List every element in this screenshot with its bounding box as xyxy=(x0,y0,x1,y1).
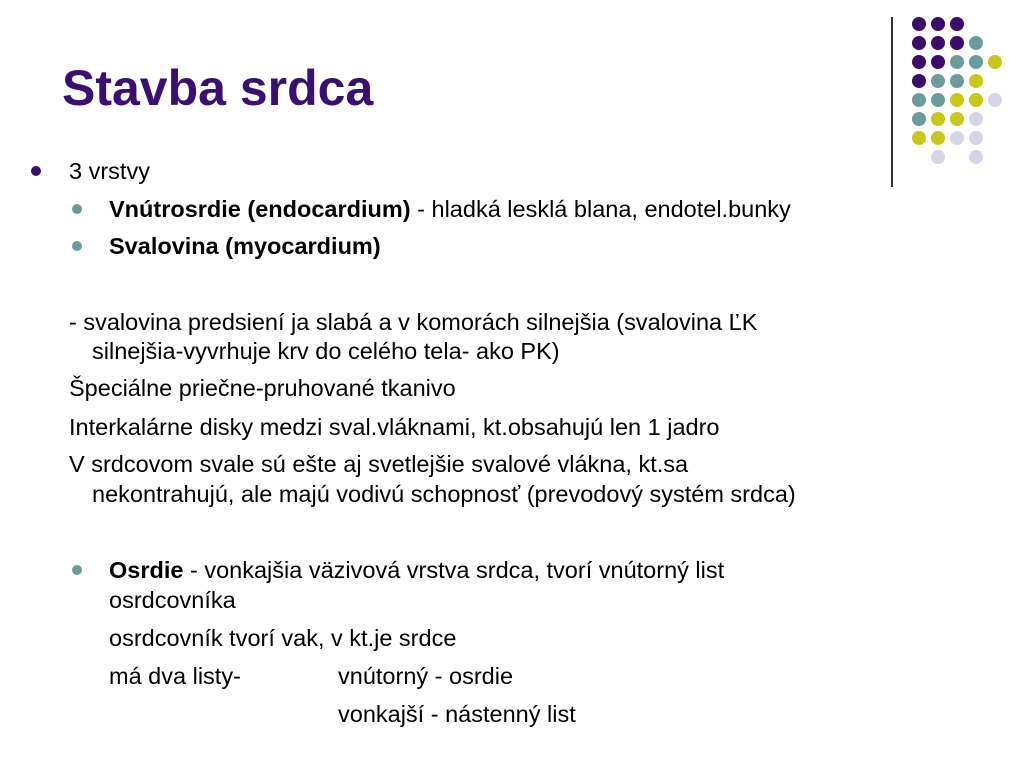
grid-dot xyxy=(969,112,983,126)
text: - vonkajšia väzivová vrstva srdca, tvorí vnútorný list xyxy=(183,557,725,583)
text-line: osrdcovníka xyxy=(109,587,236,613)
term: Svalovina (myocardium) xyxy=(109,233,381,259)
grid-dot xyxy=(912,74,926,88)
text-line: má dva listy- xyxy=(109,663,241,689)
grid-dot xyxy=(969,93,983,107)
sub-bullet-icon xyxy=(72,204,82,214)
grid-dot xyxy=(912,17,926,31)
grid-dot xyxy=(912,131,926,145)
sub-bullet-icon xyxy=(72,241,82,251)
grid-dot xyxy=(950,93,964,107)
text: - hladká lesklá blana, endotel.bunky xyxy=(410,196,791,222)
grid-dot xyxy=(931,55,945,69)
grid-dot xyxy=(931,17,945,31)
text-line: Špeciálne priečne-pruhované tkanivo xyxy=(69,375,456,401)
grid-dot xyxy=(931,131,945,145)
grid-dot xyxy=(969,55,983,69)
grid-dot xyxy=(950,74,964,88)
grid-dot xyxy=(912,93,926,107)
term: Vnútrosrdie (endocardium) xyxy=(109,196,411,222)
grid-dot xyxy=(912,36,926,50)
slide-title: Stavba srdca xyxy=(62,60,374,116)
text-line: Interkalárne disky medzi sval.vláknami, kt.obsahujú len 1 jadro xyxy=(69,414,720,440)
grid-dot xyxy=(931,36,945,50)
grid-dot xyxy=(931,150,945,164)
grid-dot xyxy=(950,112,964,126)
grid-dot xyxy=(931,93,945,107)
grid-dot xyxy=(969,131,983,145)
sub-bullet-icon xyxy=(72,565,82,575)
grid-dot xyxy=(950,17,964,31)
grid-dot xyxy=(912,112,926,126)
bullet-icon xyxy=(31,166,41,176)
grid-dot xyxy=(931,74,945,88)
grid-dot xyxy=(950,55,964,69)
text-line: 3 vrstvy xyxy=(69,158,150,184)
grid-dot xyxy=(969,74,983,88)
grid-dot xyxy=(969,150,983,164)
grid-dot xyxy=(950,131,964,145)
text-line: osrdcovník tvorí vak, v kt.je srdce xyxy=(109,625,457,651)
text-line: - svalovina predsiení ja slabá a v komorách silnejšia (svalovina ĽK xyxy=(69,309,758,335)
text-line: V srdcovom svale sú ešte aj svetlejšie svalové vlákna, kt.sa xyxy=(69,451,689,477)
term: Osrdie xyxy=(109,557,184,583)
text-line: vnútorný - osrdie xyxy=(338,663,514,689)
text-line: vonkajší - nástenný list xyxy=(338,701,576,727)
grid-dot xyxy=(969,36,983,50)
grid-dot xyxy=(931,112,945,126)
grid-dot xyxy=(950,36,964,50)
grid-dot xyxy=(988,93,1002,107)
divider-line xyxy=(891,17,893,187)
text-line: nekontrahujú, ale majú vodivú schopnosť (prevodový systém srdca) xyxy=(92,481,796,507)
grid-dot xyxy=(988,55,1002,69)
grid-dot xyxy=(912,55,926,69)
text-line: silnejšia-vyvrhuje krv do celého tela- ako PK) xyxy=(92,338,560,364)
